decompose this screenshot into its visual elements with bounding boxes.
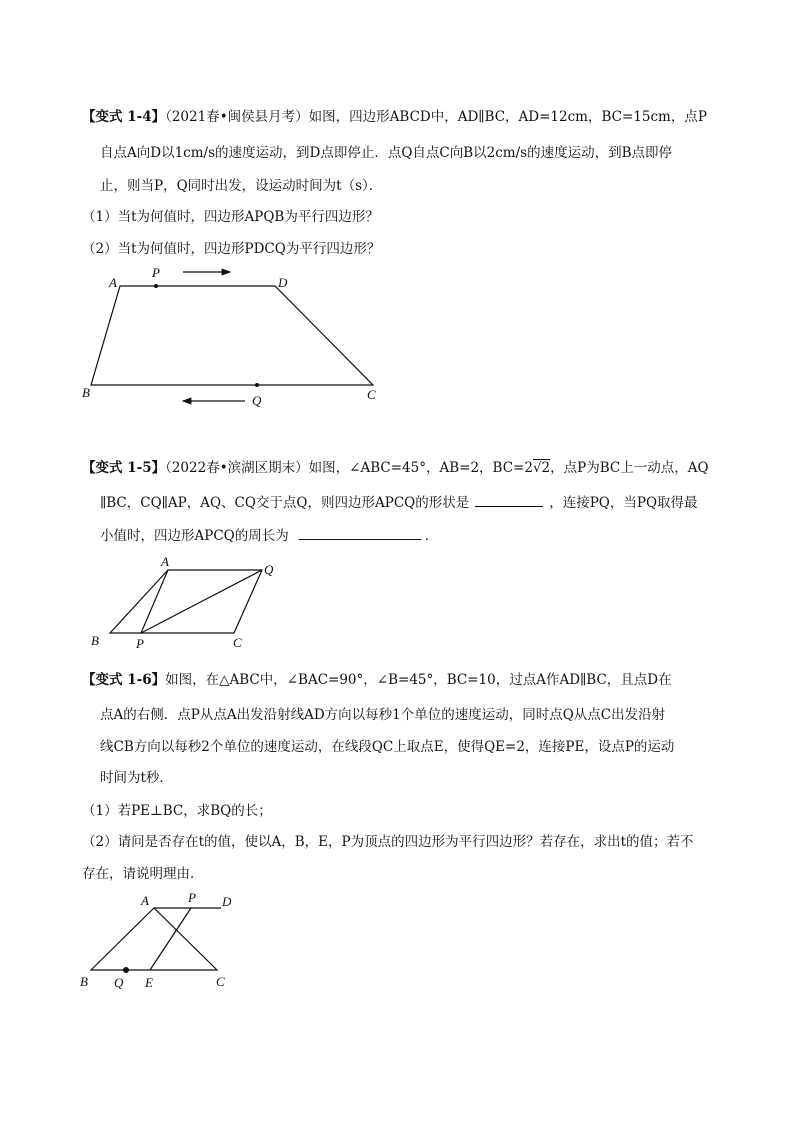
label-b: B: [91, 633, 99, 648]
problem-1-6-text-1: 如图，在△ABC中，∠BAC=90°，∠B=45°，BC=10，过点A作AD∥BC，且点D在: [165, 672, 672, 688]
label-q: Q: [264, 562, 274, 577]
problem-1-4-tag: 【变式 1-4】: [82, 109, 166, 125]
label-a: A: [141, 893, 149, 908]
label-b: B: [82, 385, 90, 400]
problem-1-5-text-3a: 小值时，四边形APCQ的周长为: [100, 528, 289, 544]
label-q: Q: [252, 393, 262, 408]
triangle-abc: [91, 908, 217, 970]
label-p: P: [136, 636, 144, 651]
label-c: C: [233, 635, 242, 650]
problem-1-4-line-2: 自点A向D以1cm/s的速度运动，到D点即停止．点Q自点C向B以2cm/s的速度运动，到B点即停: [100, 145, 672, 161]
label-a: A: [109, 275, 117, 290]
label-c: C: [367, 387, 376, 402]
label-d: D: [222, 894, 232, 909]
problem-1-4-text-1: （2021春•闽侯县月考）如图，四边形ABCD中，AD∥BC，AD=12cm，BC=15cm，点P: [165, 109, 707, 125]
label-p: P: [188, 890, 196, 905]
problem-1-5-text-2a: ∥BC，CQ∥AP，AQ、CQ交于点Q，则四边形APCQ的形状是: [100, 495, 470, 511]
label-a: A: [161, 554, 169, 569]
problem-1-6-line-4: 时间为t秒．: [100, 770, 173, 786]
label-q: Q: [114, 975, 124, 990]
problem-1-4-question-1: （1）当t为何值时，四边形APQB为平行四边形？: [82, 209, 379, 225]
label-c: C: [216, 974, 225, 989]
problem-1-5-tag: 【变式 1-5】: [82, 460, 166, 476]
problem-1-5-text-3b: ．: [424, 528, 439, 544]
label-b: B: [80, 974, 88, 989]
problem-1-6-question-2: （2）请问是否存在t的值，使以A，B，E，P为顶点的四边形为平行四边形？若存在，求出t的值；若不: [82, 834, 694, 850]
problem-1-6-line-2: 点A的右侧．点P从点A出发沿射线AD方向以每秒1个单位的速度运动，同时点Q从点C出发沿射: [100, 707, 666, 723]
problem-1-6-line-3: 线CB方向以每秒2个单位的速度运动，在线段QC上取点E，使得QE=2，连接PE，设点P的运动: [100, 739, 675, 755]
problem-1-6-question-3: 存在，请说明理由．: [82, 866, 204, 882]
label-e: E: [145, 975, 153, 990]
problem-1-4-question-2: （2）当t为何值时，四边形PDCQ为平行四边形？: [82, 241, 381, 257]
problem-1-6-tag: 【变式 1-6】: [82, 672, 166, 688]
problem-1-5-text-1a: （2022春•滨湖区期末）如图，∠ABC=45°，AB=2，BC=2: [165, 460, 533, 476]
label-p: P: [152, 265, 160, 280]
problem-1-6-question-1: （1）若PE⊥BC，求BQ的长；: [82, 803, 272, 819]
problem-1-4-line-3: 止，则当P，Q同时出发，设运动时间为t（s）．: [100, 178, 383, 194]
point-q-dot: [123, 967, 129, 973]
problem-1-5-text-1b: ，点P为BC上一动点，AQ: [550, 460, 709, 476]
label-d: D: [278, 275, 288, 290]
sqrt-two: √2: [532, 460, 551, 476]
problem-1-5-text-2b: ，连接PQ，当PQ取得最: [549, 495, 698, 511]
